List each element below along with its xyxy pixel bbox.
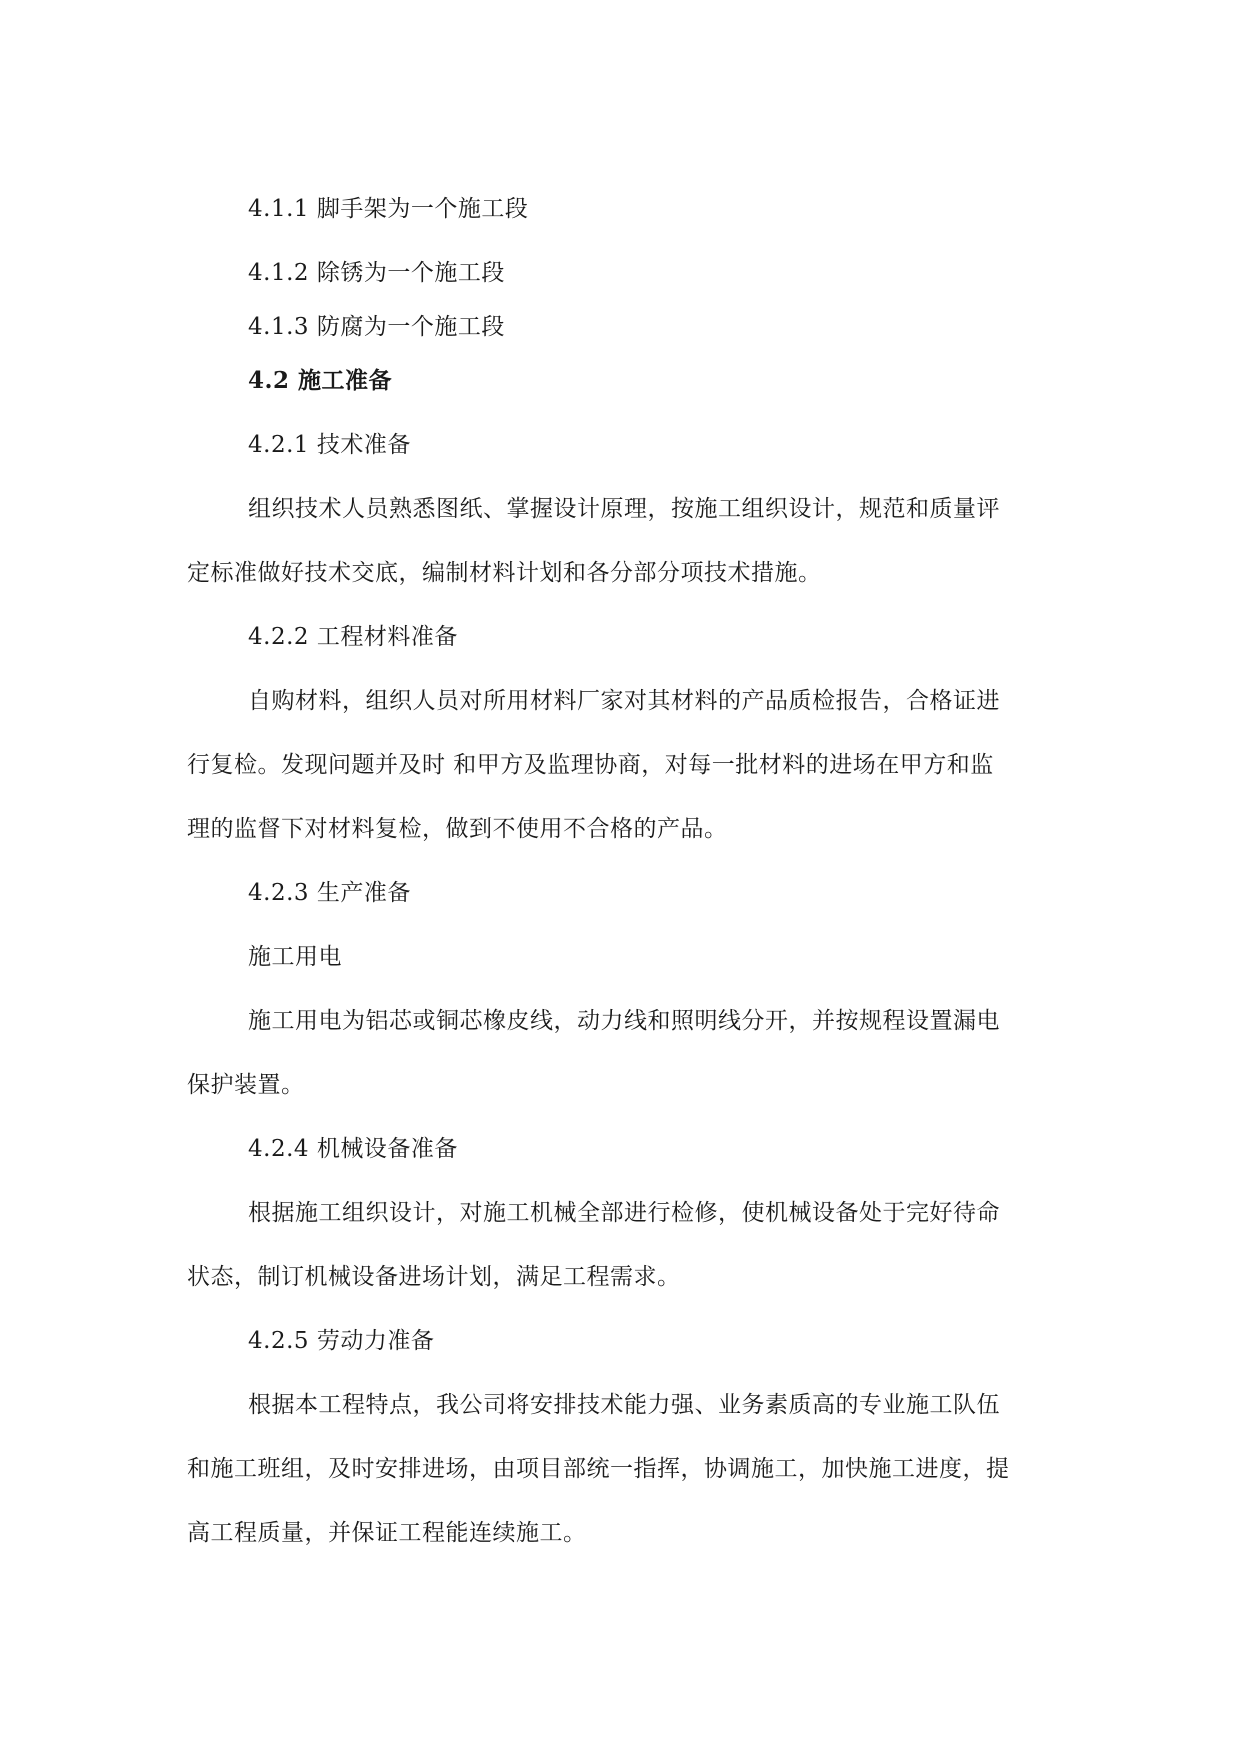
paragraph-line: 状态，制订机械设备进场计划，满足工程需求。 (187, 1264, 681, 1290)
heading-4-2-3: 4.2.3 生产准备 (248, 880, 411, 906)
subheading-power: 施工用电 (248, 944, 342, 970)
heading-4-2-2: 4.2.2 工程材料准备 (248, 624, 458, 650)
paragraph-line: 行复检。发现问题并及时 和甲方及监理协商，对每一批材料的进场在甲方和监 (187, 752, 994, 778)
paragraph-line: 组织技术人员熟悉图纸、掌握设计原理，按施工组织设计，规范和质量评 (248, 496, 1000, 522)
paragraph-line: 和施工班组，及时安排进场，由项目部统一指挥，协调施工，加快施工进度，提 (187, 1456, 1010, 1482)
heading-4-1-1: 4.1.1 脚手架为一个施工段 (248, 196, 529, 222)
heading-4-1-2: 4.1.2 除锈为一个施工段 (248, 260, 505, 286)
heading-4-1-3: 4.1.3 防腐为一个施工段 (248, 314, 505, 340)
heading-4-2-5: 4.2.5 劳动力准备 (248, 1328, 435, 1354)
heading-4-2-1: 4.2.1 技术准备 (248, 432, 411, 458)
paragraph-line: 根据施工组织设计，对施工机械全部进行检修，使机械设备处于完好待命 (248, 1200, 1000, 1226)
paragraph-line: 根据本工程特点，我公司将安排技术能力强、业务素质高的专业施工队伍 (248, 1392, 1000, 1418)
paragraph-line: 施工用电为铝芯或铜芯橡皮线，动力线和照明线分开，并按规程设置漏电 (248, 1008, 1000, 1034)
section-heading-4-2: 4.2 施工准备 (248, 367, 393, 394)
paragraph-line: 定标准做好技术交底，编制材料计划和各分部分项技术措施。 (187, 560, 822, 586)
paragraph-line: 高工程质量，并保证工程能连续施工。 (187, 1520, 587, 1546)
paragraph-line: 自购材料，组织人员对所用材料厂家对其材料的产品质检报告，合格证进 (248, 688, 1000, 714)
heading-4-2-4: 4.2.4 机械设备准备 (248, 1136, 458, 1162)
paragraph-line: 理的监督下对材料复检，做到不使用不合格的产品。 (187, 816, 728, 842)
paragraph-line: 保护装置。 (187, 1072, 305, 1098)
